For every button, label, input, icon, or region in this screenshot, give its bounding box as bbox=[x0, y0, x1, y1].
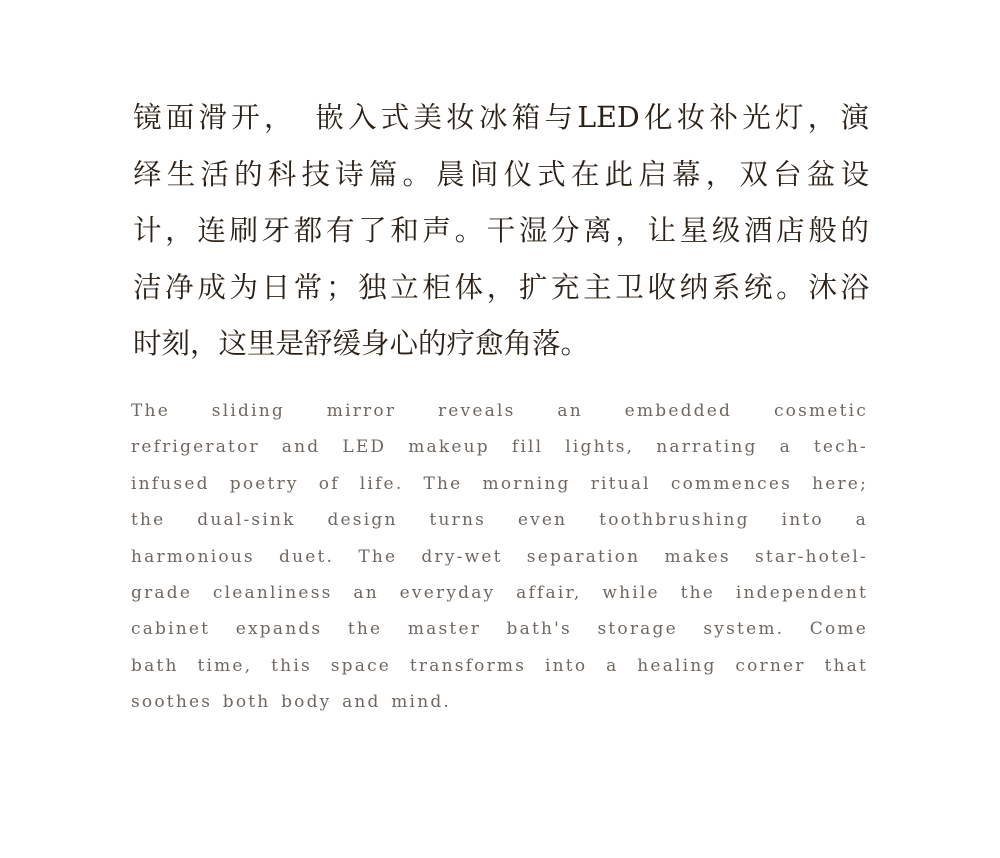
english-paragraph-line: harmonious duet. The dry-wet separation makes star-hotel- bbox=[131, 546, 868, 567]
english-paragraph-line: cabinet expands the master bath's storage system. Come bbox=[131, 619, 868, 640]
chinese-paragraph-line: 时刻，这里是舒缓身心的疗愈角落。 bbox=[133, 327, 590, 360]
english-paragraph bbox=[131, 393, 868, 721]
english-paragraph-line: grade cleanliness an everyday affair, while the independent bbox=[131, 582, 868, 603]
english-paragraph-line: refrigerator and LED makeup fill lights, narrating a tech- bbox=[131, 437, 868, 458]
chinese-paragraph bbox=[133, 90, 869, 373]
english-paragraph-line: the dual-sink design turns even toothbrushing into a bbox=[131, 510, 868, 531]
chinese-paragraph-line: 镜面滑开， 嵌入式美妆冰箱与LED化妆补光灯，演 bbox=[133, 101, 869, 134]
chinese-paragraph-line: 绎生活的科技诗篇。晨间仪式在此启幕，双台盆设 bbox=[133, 157, 869, 191]
chinese-paragraph-line: 计，连刷牙都有了和声。干湿分离，让星级酒店般的 bbox=[133, 214, 869, 247]
english-paragraph-line: infused poetry of life. The morning ritual commences here; bbox=[131, 473, 868, 494]
english-paragraph-line: soothes both body and mind. bbox=[131, 692, 452, 713]
chinese-paragraph-line: 洁净成为日常；独立柜体，扩充主卫收纳系统。沐浴 bbox=[133, 270, 869, 304]
english-paragraph-line: bath time, this space transforms into a healing corner that bbox=[131, 655, 868, 676]
english-paragraph-line: The sliding mirror reveals an embedded cosmetic bbox=[131, 401, 868, 421]
